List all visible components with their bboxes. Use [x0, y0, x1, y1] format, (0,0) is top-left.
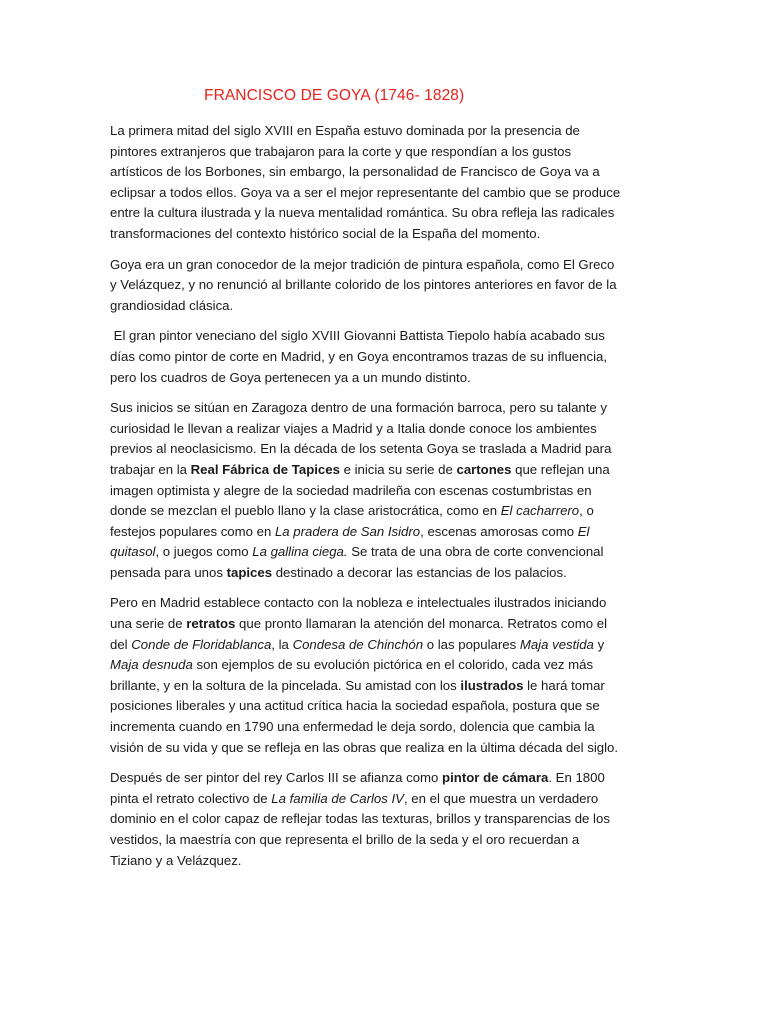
text-line	[110, 183, 658, 204]
text-run: donde se mezclan el pueblo llano y la clase aristocrática, como en	[110, 503, 501, 519]
text-run: La primera mitad del siglo XVIII en España estuvo dominada por la presencia de	[110, 123, 580, 138]
text-line	[110, 768, 658, 789]
text-run: una serie de	[110, 616, 187, 632]
bold-text: Real Fábrica de Tapices	[190, 461, 340, 477]
document-body	[110, 121, 658, 881]
text-run: previos al neoclasicismo. En la década de los setenta Goya se traslada a Madrid para	[110, 441, 612, 457]
text-run: del	[110, 636, 132, 652]
text-run: le hará tomar	[523, 677, 605, 693]
text-run: y	[593, 636, 605, 652]
text-run: imagen optimista y alegre de la sociedad madrileña con escenas costumbristas en	[110, 482, 592, 498]
text-line	[110, 809, 658, 830]
text-run: vestidos, la maestría con que representa el brillo de la seda y el oro recuerdan a	[110, 832, 580, 847]
text-run: Sus inicios se sitúan en Zaragoza dentro de una formación barroca, pero su talante y	[110, 400, 608, 416]
text-run: , en el que muestra un verdadero	[403, 790, 599, 806]
text-run: , escenas amorosas como	[420, 523, 578, 539]
paragraph-3	[110, 326, 658, 388]
text-run: visión de su vida y que se refleja en las obras que realiza en la última década del siglo.	[110, 739, 619, 755]
paragraph-5	[110, 593, 658, 758]
bold-text: pintor de cámara	[442, 770, 549, 786]
text-line	[110, 368, 658, 389]
text-run: , o	[579, 503, 594, 519]
text-run: pensada para unos	[110, 564, 227, 580]
text-line	[110, 481, 658, 502]
text-run: , la	[271, 636, 293, 652]
text-line	[110, 696, 658, 717]
text-line	[110, 419, 658, 440]
text-line	[110, 635, 658, 656]
text-line	[110, 275, 658, 296]
text-line	[110, 830, 658, 851]
text-run: El gran pintor veneciano del siglo XVIII Giovanni Battista Tiepolo había acabado sus	[110, 328, 605, 344]
text-run: entre la cultura ilustrada y la nueva mentalidad romántica. Su obra refleja las radicales	[110, 205, 615, 221]
italic-text: Condesa de Chinchón	[292, 636, 424, 652]
text-run: pinta el retrato colectivo de	[110, 790, 272, 806]
text-run: que pronto llamaran la atención del monarca. Retratos como el	[235, 616, 608, 632]
text-line	[110, 501, 658, 522]
text-run: transformaciones del contexto histórico social de la España del momento.	[110, 225, 541, 241]
text-run: Tiziano y a Velázquez.	[110, 852, 242, 868]
text-line	[110, 789, 658, 810]
bold-text: retratos	[186, 616, 236, 632]
text-run: festejos populares como en	[110, 523, 275, 539]
italic-text: Maja vestida	[519, 636, 594, 652]
text-run: posiciones liberales y una actitud crítica hacia la sociedad española, postura que se	[110, 698, 600, 714]
text-line	[110, 563, 658, 584]
text-run: Pero en Madrid establece contacto con la nobleza e intelectuales ilustrados iniciando	[110, 595, 607, 611]
text-run: dominio en el color capaz de reflejar todas las texturas, brillos y transparencias de los	[110, 811, 610, 827]
text-line	[110, 851, 658, 872]
text-run: eclipsar a todos ellos. Goya va a ser el mejor representante del cambio que se produce	[110, 184, 621, 200]
text-line	[110, 460, 658, 481]
bold-text: ilustrados	[460, 677, 524, 693]
text-run: incrementa cuando en 1790 una enfermedad le deja sordo, dolencia que cambia la	[110, 719, 595, 735]
text-run: artísticos de los Borbones, sin embargo, la personalidad de Francisco de Goya va a	[110, 164, 600, 180]
text-run: Después de ser pintor del rey Carlos III se afianza como	[110, 770, 443, 786]
text-line	[110, 142, 658, 163]
text-line	[110, 439, 658, 460]
text-run: curiosidad le llevan a realizar viajes a Madrid y a Italia donde conoce los ambientes	[110, 420, 597, 436]
text-line	[110, 326, 658, 347]
text-line	[110, 162, 658, 183]
text-line	[110, 738, 658, 759]
text-run: e inicia su serie de	[339, 461, 457, 477]
text-run: trabajar en la	[110, 461, 191, 477]
text-line	[110, 398, 658, 419]
document-title: FRANCISCO DE GOYA (1746- 1828)	[204, 87, 465, 104]
text-line	[110, 717, 658, 738]
italic-text: La familia de Carlos IV	[271, 790, 404, 806]
italic-text: Maja desnuda	[110, 657, 193, 673]
paragraph-4	[110, 398, 658, 583]
text-line	[110, 347, 658, 368]
text-run: . En 1800	[548, 770, 605, 786]
text-line	[110, 676, 658, 697]
italic-text: El	[577, 523, 590, 539]
paragraph-2	[110, 255, 658, 317]
italic-text: quitasol	[110, 544, 156, 560]
italic-text: El cacharrero	[500, 503, 580, 519]
text-line	[110, 614, 658, 635]
text-run: días como pintor de corte en Madrid, y en Goya encontramos trazas de su influencia,	[110, 348, 607, 364]
text-run: y Velázquez, y no renunció al brillante colorido de los pintores anteriores en favor de la	[110, 277, 617, 293]
bold-text: cartones	[456, 461, 512, 477]
text-run: Goya era un gran conocedor de la mejor tradición de pintura española, como El Greco	[110, 256, 615, 272]
text-line	[110, 224, 658, 245]
italic-text: Conde de Floridablanca	[131, 636, 272, 652]
text-line	[110, 522, 658, 543]
text-line	[110, 255, 658, 276]
text-run: brillante, y en la soltura de la pincelada. Su amistad con los	[110, 677, 461, 693]
text-run: o las populares	[423, 636, 520, 652]
text-run: , o juegos como	[155, 544, 253, 560]
paragraph-6	[110, 768, 658, 871]
text-line	[110, 655, 658, 676]
text-run: Se trata de una obra de corte convencional	[347, 544, 604, 560]
text-run: grandiosidad clásica.	[110, 297, 234, 313]
text-run: pintores extranjeros que trabajaron para la corte y que respondían a los gustos	[110, 143, 572, 159]
text-line	[110, 542, 658, 563]
bold-text: tapices	[226, 564, 273, 580]
italic-text: La pradera de San Isidro	[274, 523, 421, 539]
text-run: pero los cuadros de Goya pertenecen ya a un mundo distinto.	[110, 369, 471, 385]
italic-text: La gallina ciega.	[252, 544, 348, 560]
text-run: destinado a decorar las estancias de los palacios.	[272, 564, 567, 580]
text-run: que reflejan una	[511, 461, 610, 477]
text-line	[110, 121, 658, 142]
paragraph-1	[110, 121, 658, 245]
text-run: son ejemplos de su evolución pictórica en el colorido, cada vez más	[192, 657, 594, 673]
text-line	[110, 593, 658, 614]
text-line	[110, 296, 658, 317]
text-line	[110, 203, 658, 224]
